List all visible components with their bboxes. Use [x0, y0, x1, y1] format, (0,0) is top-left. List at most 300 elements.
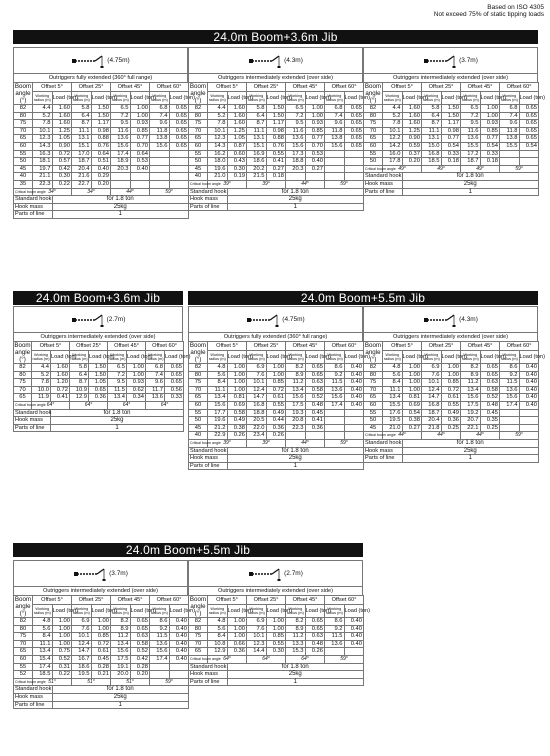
header-note [434, 4, 544, 18]
radius-cell: 13.8 [325, 135, 345, 143]
parts-of-line-value: 1 [402, 455, 539, 463]
boom-angle-cell: 40 [189, 173, 208, 181]
radius-cell: 7.4 [500, 112, 520, 120]
hook-mass-value: 25kg [51, 417, 184, 425]
critical-angle-row [14, 401, 184, 409]
load-cell: 0.65 [169, 135, 189, 143]
subheader-row [189, 351, 364, 364]
load-header: Load (ton) [91, 605, 111, 618]
radius-cell: 20.2 [247, 165, 267, 173]
offset-header: Offset 5° [208, 342, 247, 351]
radius-cell: 13.3 [286, 640, 306, 648]
parts-of-line-row [14, 701, 189, 709]
load-cell: 0.85 [441, 379, 461, 387]
radius-cell [150, 663, 170, 671]
offset-header: Offset 25° [247, 596, 286, 605]
working-radius-header: Working radius (m) [111, 92, 131, 105]
load-cell: 0.63 [305, 379, 325, 387]
parts-of-line-label: Parts of line [14, 701, 53, 709]
load-cell: 0.65 [344, 120, 364, 128]
boom-angle-cell: 70 [364, 386, 383, 394]
radius-cell [150, 165, 170, 173]
load-cell: 1.00 [266, 625, 286, 633]
radius-cell [500, 158, 520, 166]
load-cell: 1.60 [402, 105, 422, 113]
load-chart-block [13, 560, 196, 709]
boom-angle-cell: 75 [364, 379, 383, 387]
load-cell: 1.50 [91, 105, 111, 113]
radius-cell: 15.6 [286, 142, 306, 150]
radius-cell: 11.1 [72, 127, 92, 135]
load-header: Load (ton) [91, 92, 111, 105]
load-cell: 1.00 [91, 618, 111, 626]
standard-hook-label: Standard hook [365, 439, 402, 446]
load-cell: 0.20 [402, 158, 422, 166]
load-cell: 0.36 [441, 417, 461, 425]
radius-cell: 13.4 [33, 648, 53, 656]
standard-hook-value: for 1.8 ton [51, 409, 184, 417]
load-cell [519, 409, 539, 417]
hook-mass-row [189, 455, 364, 463]
radius-cell: 16.8 [422, 401, 442, 409]
outrigger-condition: Outriggers intermediately extended (over side) [363, 332, 538, 341]
jib-offset-radius: (4.75m) [107, 57, 130, 64]
radius-cell: 11.6 [461, 127, 481, 135]
radius-cell: 5.6 [33, 625, 53, 633]
critical-angle-value: 34° [33, 188, 72, 196]
radius-cell: 7.8 [33, 120, 53, 128]
table-row [189, 142, 364, 150]
load-cell: 0.40 [519, 394, 539, 402]
radius-cell: 4.8 [208, 618, 228, 626]
table-row [14, 648, 189, 656]
critical-angle-value: 59° [150, 678, 189, 686]
offset-header: Offset 45° [286, 83, 325, 92]
offset-header: Offset 25° [247, 342, 286, 351]
critical-angle-row [189, 439, 364, 447]
offset-header: Offset 25° [422, 83, 461, 92]
load-cell: 0.52 [305, 394, 325, 402]
table-row [14, 633, 189, 641]
critical-angle-value: 51° [111, 678, 150, 686]
load-cell: 0.90 [402, 135, 422, 143]
jib-offset-radius: (2.7m) [284, 570, 303, 577]
critical-angle-value: 39° [208, 180, 247, 188]
load-cell: 0.27 [305, 165, 325, 173]
load-cell: 1.00 [402, 386, 422, 394]
load-cell: 0.54 [519, 142, 539, 150]
radius-cell: 11.5 [325, 633, 345, 641]
load-cell: 0.49 [441, 409, 461, 417]
load-cell: 1.00 [52, 633, 72, 641]
boom-angle-cell: 55 [189, 409, 208, 417]
table-row [364, 135, 539, 143]
header-row [189, 342, 364, 351]
radius-cell: 22.9 [208, 432, 228, 440]
radius-cell: 13.6 [286, 135, 306, 143]
load-cell: 0.42 [130, 655, 150, 663]
working-radius-header: Working radius (m) [286, 351, 306, 364]
radius-cell: 15.0 [422, 142, 442, 150]
radius-cell: 18.6 [247, 158, 267, 166]
load-cell: 0.18 [266, 173, 286, 181]
table-row [189, 618, 364, 626]
working-radius-header: Working radius (m) [150, 92, 170, 105]
load-cell: 0.53 [130, 158, 150, 166]
load-cell: 0.90 [52, 142, 72, 150]
radius-cell: 4.4 [33, 105, 53, 113]
load-header: Load (ton) [344, 92, 364, 105]
radius-cell: 17.4 [33, 663, 53, 671]
working-radius-header: Working radius (m) [72, 605, 92, 618]
load-cell: 0.57 [52, 158, 72, 166]
boom-angle-cell: 75 [189, 120, 208, 128]
load-table [363, 341, 546, 463]
load-cell: 1.60 [52, 105, 72, 113]
offset-header: Offset 5° [383, 342, 422, 351]
radius-cell: 7.2 [108, 371, 127, 379]
hook-mass-value: 25kg [227, 671, 364, 679]
radius-cell: 12.9 [70, 394, 89, 402]
load-header: Load (ton) [52, 605, 72, 618]
load-cell: 0.18 [480, 158, 500, 166]
radius-cell: 20.3 [111, 165, 131, 173]
radius-cell [325, 165, 345, 173]
radius-cell: 7.6 [422, 371, 442, 379]
radius-cell: 19.2 [461, 409, 481, 417]
load-chart-block [13, 47, 196, 219]
radius-cell: 15.6 [500, 394, 520, 402]
load-cell: 0.93 [127, 379, 146, 387]
load-cell [130, 173, 150, 181]
radius-cell: 8.9 [286, 625, 306, 633]
hook-mass-value: 25kg [227, 455, 364, 463]
boom-angle-cell: 80 [14, 371, 32, 379]
critical-angle-label: Critical boom angle [189, 180, 208, 188]
load-cell: 0.77 [441, 135, 461, 143]
load-cell: 0.77 [130, 135, 150, 143]
boom-angle-cell: 82 [364, 105, 383, 113]
load-cell: 0.63 [130, 633, 150, 641]
offset-header: Offset 60° [325, 596, 364, 605]
offset-header: Offset 60° [325, 342, 364, 351]
radius-cell: 11.5 [325, 379, 345, 387]
parts-of-line-row [364, 455, 539, 463]
radius-cell: 13.8 [500, 135, 520, 143]
load-cell: 0.40 [169, 618, 189, 626]
radius-cell: 17.7 [208, 409, 228, 417]
load-cell: 0.72 [266, 386, 286, 394]
offset-header: Offset 45° [461, 83, 500, 92]
load-header: Load (ton) [51, 351, 70, 364]
load-cell: 0.52 [130, 648, 150, 656]
table-row [189, 150, 364, 158]
radius-cell: 18.1 [33, 158, 53, 166]
offset-header: Offset 25° [72, 596, 111, 605]
radius-cell: 15.6 [461, 394, 481, 402]
load-cell: 0.65 [305, 364, 325, 372]
radius-cell: 6.4 [422, 112, 442, 120]
boom-angle-cell: 65 [189, 648, 208, 656]
load-cell: 0.65 [480, 364, 500, 372]
boom-angle-cell: 80 [189, 371, 208, 379]
load-cell: 0.65 [344, 127, 364, 135]
boom-angle-cell: 65 [189, 394, 208, 402]
critical-angle-value: 49° [461, 165, 500, 173]
tipping-note: Not exceed 75% of static tipping loads [433, 11, 544, 18]
radius-cell: 9.6 [325, 120, 345, 128]
load-table [188, 82, 371, 211]
jib-diagram [363, 47, 538, 73]
working-radius-header: Working radius (m) [286, 92, 306, 105]
boom-angle-header: Boom angle (°) [364, 342, 382, 363]
load-cell: 0.44 [266, 417, 286, 425]
radius-cell: 18.7 [422, 409, 442, 417]
hook-mass-label: Hook mass [189, 196, 228, 204]
radius-cell: 11.8 [500, 127, 520, 135]
radius-cell: 12.3 [208, 135, 228, 143]
load-header: Load (ton) [441, 351, 461, 364]
load-cell: 0.48 [305, 640, 325, 648]
load-cell: 0.85 [266, 379, 286, 387]
load-cell: 1.50 [266, 105, 286, 113]
radius-cell: 11.5 [500, 379, 520, 387]
radius-cell: 4.8 [208, 364, 228, 372]
boom-jib-icon [423, 312, 457, 328]
load-cell: 0.25 [441, 424, 461, 432]
radius-cell: 11.9 [32, 394, 51, 402]
radius-cell: 18.9 [111, 158, 131, 166]
load-cell [169, 663, 189, 671]
radius-cell: 4.4 [383, 105, 403, 113]
load-cell: 1.00 [130, 105, 150, 113]
boom-angle-cell: 60 [364, 142, 383, 150]
hook-mass-value: 25kg [227, 196, 364, 204]
jib-offset-radius: (3.7m) [459, 57, 478, 64]
load-header: Load (ton) [305, 605, 325, 618]
load-cell: 0.64 [130, 150, 150, 158]
radius-cell: 4.8 [33, 618, 53, 626]
jib-offset-radius: (3.7m) [109, 570, 128, 577]
parts-of-line-label: Parts of line [364, 455, 403, 463]
load-header: Load (ton) [480, 351, 500, 364]
jib-diagram [188, 47, 363, 73]
load-cell: 0.20 [91, 180, 111, 188]
load-header: Load (ton) [344, 351, 364, 364]
radius-cell [150, 180, 170, 188]
load-cell: 1.00 [227, 371, 247, 379]
load-cell: 0.49 [227, 417, 247, 425]
radius-cell: 6.8 [146, 364, 165, 372]
load-cell: 0.48 [480, 401, 500, 409]
hook-mass-label: Hook mass [14, 693, 53, 701]
offset-header: Offset 45° [111, 83, 150, 92]
radius-cell: 13.4 [111, 640, 131, 648]
critical-angle-value: 59° [325, 655, 364, 663]
critical-angle-row [364, 165, 539, 173]
boom-angle-cell: 50 [364, 417, 383, 425]
load-cell: 1.60 [52, 112, 72, 120]
load-cell [169, 180, 189, 188]
boom-angle-cell: 82 [189, 105, 208, 113]
radius-cell: 13.4 [461, 386, 481, 394]
load-chart-block [363, 47, 546, 196]
load-cell: 0.58 [480, 386, 500, 394]
load-cell: 0.52 [52, 655, 72, 663]
table-row [364, 158, 539, 166]
table-row [364, 417, 539, 425]
load-cell: 0.63 [480, 379, 500, 387]
radius-cell [150, 158, 170, 166]
header-row [14, 342, 184, 351]
hook-mass-label: Hook mass [14, 417, 51, 425]
radius-cell: 14.7 [422, 394, 442, 402]
load-cell [169, 150, 189, 158]
radius-cell [325, 417, 345, 425]
radius-cell [286, 173, 306, 181]
table-row [189, 105, 364, 113]
load-cell: 0.65 [305, 625, 325, 633]
table-row [189, 409, 364, 417]
boom-angle-cell: 50 [364, 158, 383, 166]
boom-jib-icon [71, 53, 105, 69]
jib-diagram [188, 306, 363, 332]
boom-jib-icon [246, 312, 280, 328]
load-header: Load (ton) [305, 92, 325, 105]
outrigger-condition: Outriggers intermediately extended (over side) [13, 586, 188, 595]
standard-hook-value: for 1.8 ton [227, 663, 364, 671]
load-cell [344, 165, 364, 173]
load-cell: 0.40 [169, 655, 189, 663]
boom-angle-cell: 45 [14, 165, 33, 173]
critical-angle-value: 51° [72, 678, 111, 686]
radius-cell: 21.2 [208, 424, 228, 432]
boom-angle-cell: 45 [364, 424, 383, 432]
jib-diagram [363, 306, 538, 332]
radius-cell [500, 417, 520, 425]
radius-cell: 12.2 [383, 135, 403, 143]
radius-cell: 5.8 [247, 105, 267, 113]
boom-angle-cell: 80 [14, 112, 33, 120]
load-cell: 0.72 [441, 386, 461, 394]
radius-cell [500, 409, 520, 417]
radius-cell: 7.2 [286, 112, 306, 120]
table-row [189, 158, 364, 166]
load-cell: 0.40 [344, 386, 364, 394]
working-radius-header: Working radius (m) [247, 351, 267, 364]
table-row [189, 364, 364, 372]
radius-cell: 21.6 [72, 173, 92, 181]
standard-hook-label: Standard hook [190, 188, 227, 195]
boom-angle-header: Boom angle (°) [14, 596, 32, 617]
section-title: 24.0m Boom+5.5m Jib [13, 543, 363, 557]
standard-hook-row [189, 188, 364, 196]
standard-hook-label: Standard hook [365, 173, 402, 180]
load-cell: 0.40 [344, 633, 364, 641]
load-cell [169, 173, 189, 181]
load-cell: 1.00 [227, 364, 247, 372]
load-cell [305, 173, 325, 181]
load-cell: 0.93 [305, 120, 325, 128]
radius-cell: 12.9 [208, 648, 228, 656]
load-cell: 0.54 [480, 142, 500, 150]
load-cell: 1.17 [441, 120, 461, 128]
offset-header: Offset 60° [150, 83, 189, 92]
load-cell: 0.61 [441, 394, 461, 402]
working-radius-header: Working radius (m) [461, 92, 481, 105]
load-cell: 0.38 [402, 417, 422, 425]
subheader-row [14, 351, 184, 364]
standard-hook-value: for 1.8 ton [227, 447, 364, 455]
load-cell: 0.65 [165, 364, 184, 372]
load-cell [344, 424, 364, 432]
radius-cell: 13.1 [72, 135, 92, 143]
load-cell: 0.40 [519, 401, 539, 409]
load-cell: 0.76 [266, 142, 286, 150]
offset-header: Offset 60° [146, 342, 184, 351]
table-row [14, 135, 189, 143]
load-cell: 0.66 [227, 640, 247, 648]
load-cell: 1.00 [52, 618, 72, 626]
radius-cell: 7.4 [325, 112, 345, 120]
table-row [14, 663, 189, 671]
radius-cell: 14.3 [33, 142, 53, 150]
radius-cell [325, 648, 345, 656]
radius-cell: 9.5 [286, 120, 306, 128]
radius-cell: 15.5 [461, 142, 481, 150]
radius-cell [325, 409, 345, 417]
radius-cell [500, 424, 520, 432]
standard-note: Based on ISO 4305 [487, 4, 544, 11]
load-header: Load (ton) [344, 605, 364, 618]
load-header: Load (ton) [52, 92, 72, 105]
subheader-row [189, 605, 364, 618]
working-radius-header: Working radius (m) [383, 351, 403, 364]
critical-angle-value: 49° [422, 165, 461, 173]
critical-angle-row [189, 655, 364, 663]
radius-cell: 6.5 [111, 105, 131, 113]
radius-cell [286, 432, 306, 440]
load-cell: 0.41 [266, 158, 286, 166]
radius-cell: 21.1 [33, 173, 53, 181]
subheader-row [364, 92, 539, 105]
boom-angle-cell: 70 [189, 127, 208, 135]
boom-angle-header: Boom angle (°) [14, 342, 31, 363]
radius-cell: 16.0 [383, 150, 403, 158]
critical-angle-value: 64° [247, 655, 286, 663]
load-cell: 0.40 [344, 401, 364, 409]
load-header: Load (ton) [519, 351, 539, 364]
working-radius-header: Working radius (m) [111, 605, 131, 618]
offset-header: Offset 45° [111, 596, 150, 605]
load-cell: 0.98 [91, 127, 111, 135]
jib-diagram [13, 560, 188, 586]
boom-angle-header: Boom angle (°) [364, 83, 382, 104]
radius-cell: 11.1 [383, 386, 403, 394]
radius-cell: 14.7 [247, 394, 267, 402]
load-cell: 0.75 [52, 648, 72, 656]
offset-header: Offset 60° [500, 83, 539, 92]
boom-angle-cell: 75 [364, 120, 383, 128]
radius-cell: 6.9 [72, 618, 92, 626]
radius-cell [150, 173, 170, 181]
load-cell: 0.42 [52, 165, 72, 173]
working-radius-header: Working radius (m) [461, 351, 481, 364]
radius-cell: 17.6 [383, 409, 403, 417]
boom-angle-cell: 55 [364, 150, 383, 158]
boom-angle-cell: 82 [14, 618, 33, 626]
load-cell: 0.20 [130, 671, 150, 679]
